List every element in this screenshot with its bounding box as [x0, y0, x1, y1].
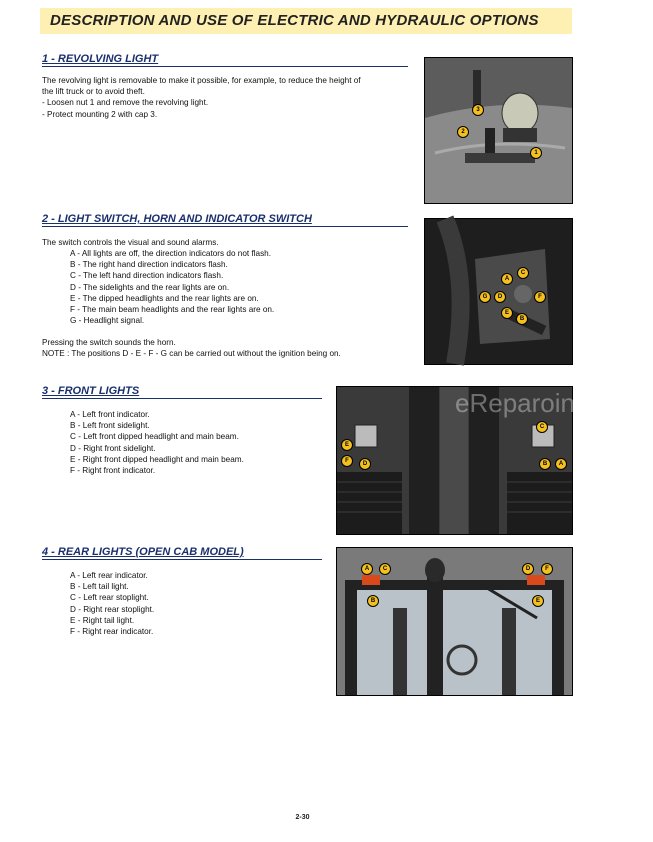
callout-d: D: [359, 458, 371, 470]
callout-b: B: [516, 313, 528, 325]
list-item: B - The right hand direction indicators flash.: [70, 260, 228, 270]
callout-d: D: [522, 563, 534, 575]
section-1-rule: [42, 66, 408, 67]
list-item: F - The main beam headlights and the rear lights are on.: [70, 305, 275, 315]
callout-a: A: [555, 458, 567, 470]
list-item: E - The dipped headlights and the rear lights are on.: [70, 293, 259, 303]
section-3-heading: 3 - FRONT LIGHTS: [42, 385, 140, 397]
callout-f: F: [341, 455, 353, 467]
page-number: 2-30: [295, 814, 310, 821]
callout-d: D: [494, 291, 506, 303]
list-item: F - Right front indicator.: [70, 466, 156, 476]
callout-c: C: [379, 563, 391, 575]
section-3-list: [70, 409, 244, 476]
list-item: E - Right front dipped headlight and main beam.: [70, 454, 244, 464]
title-banner: [40, 8, 572, 34]
callout-3: 3: [472, 104, 484, 116]
list-item: C - Left rear stoplight.: [70, 593, 149, 603]
list-item: E - Right tail light.: [70, 615, 135, 625]
callout-f: F: [534, 291, 546, 303]
list-item: C - The left hand direction indicators flash.: [70, 271, 224, 281]
list-item: B - Left front sidelight.: [70, 421, 150, 431]
section-4-rule: [42, 559, 322, 560]
section-1-heading: 1 - REVOLVING LIGHT: [42, 53, 159, 65]
section-4-heading: 4 - REAR LIGHTS (OPEN CAB MODEL): [42, 546, 244, 558]
section-2-notes: [42, 337, 341, 359]
callout-e: E: [532, 595, 544, 607]
text-line: - Protect mounting 2 with cap 3.: [42, 109, 158, 119]
list-item: A - All lights are off, the direction indicators do not flash.: [70, 249, 272, 258]
list-item: F - Right rear indicator.: [70, 627, 154, 637]
section-2-intro: The switch controls the visual and sound alarms.: [42, 238, 219, 247]
page-title: DESCRIPTION AND USE OF ELECTRIC AND HYDRAULIC OPTIONS: [50, 12, 539, 29]
list-item: A - Left front indicator.: [70, 410, 150, 419]
callout-2: 2: [457, 126, 469, 138]
list-item: A - Left rear indicator.: [70, 571, 148, 580]
section-2-list: [70, 248, 274, 326]
callout-b: B: [539, 458, 551, 470]
text-line: The revolving light is removable to make it possible, for example, to reduce the height of: [42, 76, 361, 85]
list-item: D - Right rear stoplight.: [70, 604, 155, 614]
callout-c: C: [517, 267, 529, 279]
section-2-heading: 2 - LIGHT SWITCH, HORN AND INDICATOR SWITCH: [42, 213, 312, 225]
text-line: the lift truck or to avoid theft.: [42, 87, 145, 97]
watermark: eReparoinfo.com: [455, 388, 653, 418]
rear-lights-photo: [336, 547, 573, 696]
section-4-list: [70, 570, 154, 637]
section-2-rule: [42, 226, 408, 227]
callout-g: G: [479, 291, 491, 303]
list-item: B - Left tail light.: [70, 582, 129, 592]
callout-1: 1: [530, 147, 542, 159]
revolving-light-illustration: [425, 58, 572, 203]
note-line: NOTE : The positions D - E - F - G can be carried out without the ignition being on.: [42, 349, 341, 359]
note-line: Pressing the switch sounds the horn.: [42, 338, 176, 347]
list-item: C - Left front dipped headlight and main beam.: [70, 432, 239, 442]
section-3-rule: [42, 398, 322, 399]
text-line: - Loosen nut 1 and remove the revolving light.: [42, 98, 209, 108]
list-item: D - Right front sidelight.: [70, 443, 156, 453]
callout-c: C: [536, 421, 548, 433]
callout-e: E: [501, 307, 513, 319]
list-item: D - The sidelights and the rear lights are on.: [70, 282, 230, 292]
section-1-text: [42, 75, 361, 120]
light-switch-photo: [424, 218, 573, 365]
revolving-light-photo: [424, 57, 573, 204]
list-item: G - Headlight signal.: [70, 316, 145, 326]
callout-f: F: [541, 563, 553, 575]
callout-b: B: [367, 595, 379, 607]
callout-a: A: [361, 563, 373, 575]
callout-e: E: [341, 439, 353, 451]
callout-a: A: [501, 273, 513, 285]
